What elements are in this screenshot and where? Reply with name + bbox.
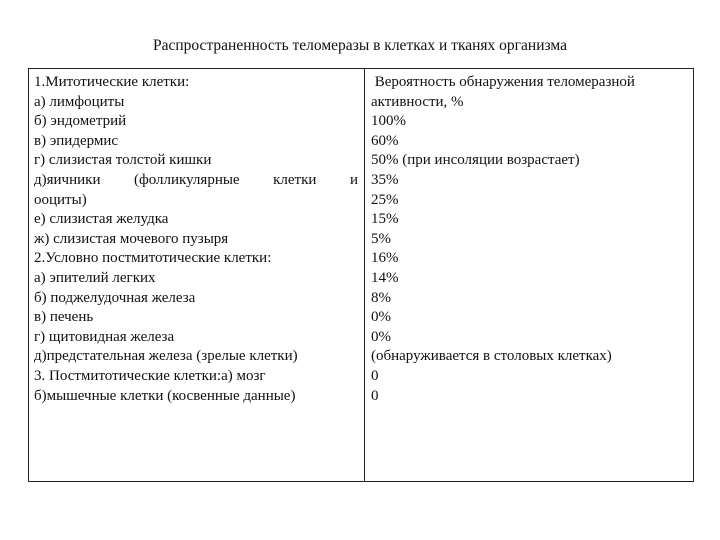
- activity-value: 100%: [371, 113, 406, 130]
- activity-value: 16%: [371, 250, 399, 267]
- justified-word: и: [349, 171, 358, 188]
- cell-type-line: в) эпидермис: [34, 132, 119, 149]
- activity-value: 50% (при инсоляции возрастает): [371, 152, 580, 169]
- cell-type-line: 2.Условно постмитотические клетки:: [34, 250, 272, 267]
- justified-word: клетки: [273, 171, 317, 188]
- telomerase-table: [28, 68, 694, 482]
- cell-type-line-justified: [34, 171, 358, 191]
- activity-value: 0%: [371, 309, 391, 326]
- activity-value: 14%: [371, 269, 399, 286]
- cell-type-line: а) эпителий легких: [34, 269, 156, 286]
- justified-word: д)яичники: [34, 171, 101, 188]
- cell-type-line: б) поджелудочная железа: [34, 289, 196, 306]
- cell-types-column: [29, 69, 365, 481]
- cell-type-line: а) лимфоциты: [34, 93, 125, 110]
- cell-type-line: в) печень: [34, 309, 94, 326]
- activity-value: 0: [371, 387, 379, 404]
- activity-value: 60%: [371, 132, 399, 149]
- activity-header: Вероятность обнаружения теломеразной: [371, 74, 635, 90]
- activity-value: 0%: [371, 328, 391, 345]
- activity-value: (обнаруживается в столовых клетках): [371, 348, 612, 365]
- cell-type-line: д)предстательная железа (зрелые клетки): [34, 348, 298, 365]
- activity-value: 25%: [371, 191, 399, 208]
- cell-type-line: б) эндометрий: [34, 113, 127, 130]
- cell-type-line: 3. Постмитотические клетки:а) мозг: [34, 367, 266, 384]
- activity-value: 0: [371, 367, 379, 384]
- cell-type-line: 1.Митотические клетки:: [34, 74, 190, 90]
- activity-value: 15%: [371, 211, 399, 228]
- activity-value: 5%: [371, 230, 391, 247]
- cell-type-line: ооциты): [34, 191, 87, 208]
- activity-value: 8%: [371, 289, 391, 306]
- cell-type-line: е) слизистая желудка: [34, 211, 169, 228]
- activity-value: 35%: [371, 171, 399, 188]
- slide-title: Распространенность теломеразы в клетках и тканях организма: [153, 37, 567, 54]
- cell-type-line: г) слизистая толстой кишки: [34, 152, 212, 169]
- activity-column: [365, 69, 693, 481]
- cell-type-line: ж) слизистая мочевого пузыря: [34, 230, 229, 247]
- cell-type-line: б)мышечные клетки (косвенные данные): [34, 387, 296, 404]
- activity-header: активности, %: [371, 93, 464, 110]
- cell-type-line: г) щитовидная железа: [34, 328, 175, 345]
- justified-word: (фолликулярные: [134, 171, 240, 188]
